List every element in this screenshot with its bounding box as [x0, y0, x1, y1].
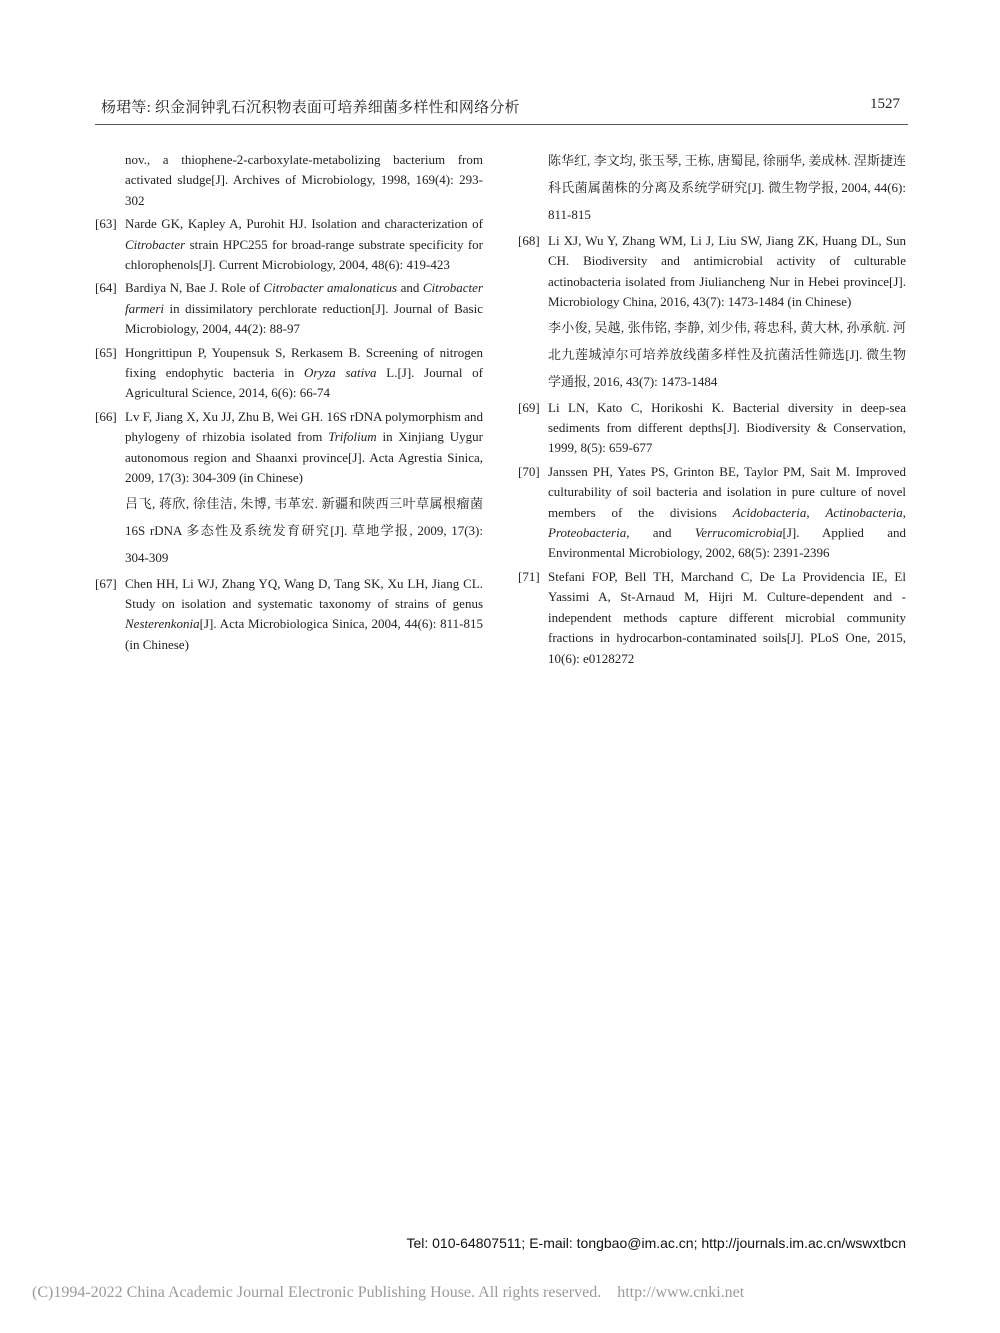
- reference-70: [518, 462, 906, 564]
- reference-text: Li LN, Kato C, Horikoshi K. Bacterial diversity in deep-sea sediments from different depths[J]. Biodiversity & Conservation, 1999, 8(5): 659-677: [548, 399, 906, 456]
- reference-number: [66]: [95, 408, 117, 424]
- journal-contact-footer: Tel: 010-64807511; E-mail: tongbao@im.ac.cn; http://journals.im.ac.cn/wswxtbcn: [406, 1235, 906, 1251]
- reference-continued: [95, 150, 483, 211]
- reference-64: [95, 278, 483, 339]
- running-header: [95, 96, 908, 125]
- reference-number: [69]: [518, 399, 540, 415]
- reference-text: Bardiya N, Bae J. Role of Citrobacter amalonaticus and Citrobacter farmeri in dissimilatory perchlorate reduction[J]. Journal of Basic Microbiology, 2004, 44(2): 88-97: [125, 280, 483, 337]
- reference-number: [63]: [95, 216, 117, 232]
- copyright-text: (C)1994-2022 China Academic Journal Electronic Publishing House. All rights reserved.: [32, 1284, 602, 1301]
- running-title: 杨珺等: 织金洞钟乳石沉积物表面可培养细菌多样性和网络分析: [101, 100, 520, 116]
- page-number: 1527: [870, 96, 900, 112]
- reference-text: nov., a thiophene-2-carboxylate-metabolizing bacterium from activated sludge[J]. Archives of Microbiology, 1998, 169(4): 293-302: [125, 152, 483, 208]
- right-column: [518, 150, 906, 672]
- reference-chinese-text: 李小俊, 吴越, 张伟铭, 李静, 刘少伟, 蒋忠科, 黄大林, 孙承航. 河北九莲城淖尔可培养放线菌多样性及抗菌活性筛选[J]. 微生物学通报, 2016, 43(7): 1473-1484: [548, 319, 906, 389]
- cnki-link[interactable]: http://www.cnki.net: [617, 1284, 745, 1301]
- reference-63: [95, 214, 483, 275]
- reference-text: Lv F, Jiang X, Xu JJ, Zhu B, Wei GH. 16S rDNA polymorphism and phylogeny of rhizobia isolated from Trifolium in Xinjiang Uygur autonomous region and Shaanxi province[J]. Acta Agrestia Sinica, 2009, 17(3): 304-309 (in Chinese): [125, 408, 483, 486]
- reference-text: Janssen PH, Yates PS, Grinton BE, Taylor PM, Sait M. Improved culturability of soil bacteria and isolation in pure culture of novel members of the divisions Acidobacteria, Actinobacteria, Proteobacteria, and Verrucomicrobia[J]. Applied and Environmental Microbiology, 2002, 68(5): 2391-2396: [548, 463, 906, 561]
- reference-chinese-text: 吕飞, 蒋欣, 徐佳洁, 朱博, 韦革宏. 新疆和陕西三叶草属根瘤菌 16S rDNA 多态性及系统发育研究[J]. 草地学报, 2009, 17(3): 304-309: [125, 495, 483, 565]
- reference-65: [95, 343, 483, 404]
- reference-text: Narde GK, Kapley A, Purohit HJ. Isolation and characterization of Citrobacter strain HPC255 for broad-range substrate specificity for chlorophenols[J]. Current Microbiology, 2004, 48(6): 419-423: [125, 216, 483, 273]
- reference-68: [518, 231, 906, 395]
- reference-number: [71]: [518, 568, 540, 584]
- reference-text: Hongrittipun P, Youpensuk S, Rerkasem B. Screening of nitrogen fixing endophytic bacteria in Oryza sativa L.[J]. Journal of Agricultural Science, 2014, 6(6): 66-74: [125, 344, 483, 401]
- reference-chinese-text: 陈华红, 李文均, 张玉琴, 王栋, 唐蜀昆, 徐丽华, 姜成林. 涅斯捷连科氏菌属菌株的分离及系统学研究[J]. 微生物学报, 2004, 44(6): 811-815: [548, 153, 906, 222]
- reference-number: [70]: [518, 463, 540, 479]
- reference-69: [518, 398, 906, 459]
- reference-number: [64]: [95, 280, 117, 296]
- reference-67: [95, 574, 483, 656]
- reference-number: [67]: [95, 575, 117, 591]
- reference-text: Li XJ, Wu Y, Zhang WM, Li J, Liu SW, Jiang ZK, Huang DL, Sun CH. Biodiversity and antimicrobial activity of culturable actinobacteria isolated from Jiuliancheng Nur in Hebei province[J]. Microbiology China, 2016, 43(7): 1473-1484 (in Chinese): [548, 233, 906, 310]
- reference-number: [68]: [518, 233, 540, 248]
- copyright-notice: [32, 1284, 744, 1302]
- reference-text: Stefani FOP, Bell TH, Marchand C, De La Providencia IE, El Yassimi A, St-Arnaud M, Hijri M. Culture-dependent and -independent methods capture different microbial community fractions in hydrocarbon-contaminated soils[J]. PLoS One, 2015, 10(6): e0128272: [548, 568, 906, 666]
- reference-continued: [518, 147, 906, 228]
- reference-66: [95, 407, 483, 571]
- reference-number: [65]: [95, 344, 117, 360]
- reference-text: Chen HH, Li WJ, Zhang YQ, Wang D, Tang SK, Xu LH, Jiang CL. Study on isolation and systematic taxonomy of strains of genus Nesterenkonia[J]. Acta Microbiologica Sinica, 2004, 44(6): 811-815 (in Chinese): [125, 575, 483, 652]
- left-column: [95, 150, 483, 658]
- reference-71: [518, 567, 906, 669]
